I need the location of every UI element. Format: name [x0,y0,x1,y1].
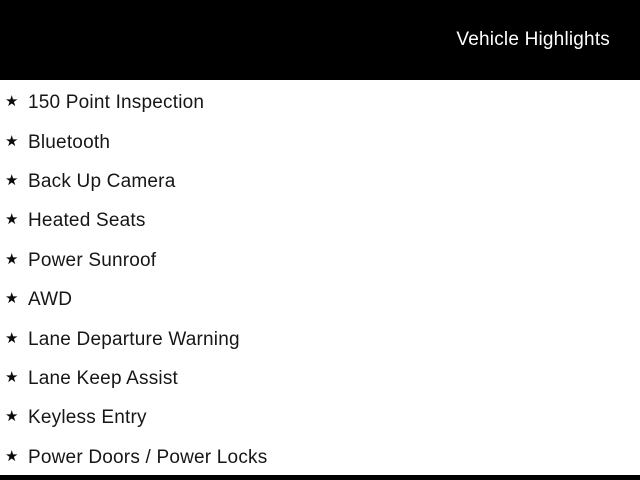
page-title: Vehicle Highlights [456,28,610,50]
list-item [5,122,640,161]
list-item-label: Keyless Entry [28,407,147,429]
star-icon: ★ [5,447,19,465]
list-item [5,438,640,477]
star-icon: ★ [5,408,19,426]
list-item [5,241,640,280]
list-item [5,162,640,201]
list-item-label: Lane Keep Assist [28,367,179,389]
list-item [5,359,640,398]
list-item-label: Lane Departure Warning [28,328,240,350]
list-item-label: Back Up Camera [28,170,176,192]
list-item-label: AWD [28,289,73,311]
list-item [5,83,640,122]
star-icon: ★ [5,250,19,268]
star-icon: ★ [5,290,19,308]
vehicle-highlights-list [0,80,640,477]
list-item [5,280,640,319]
footer-bar [0,475,640,480]
star-icon: ★ [5,211,19,229]
star-icon: ★ [5,132,19,150]
list-item [5,201,640,240]
list-item-label: 150 Point Inspection [28,92,205,114]
list-item-label: Bluetooth [28,131,111,153]
list-item [5,319,640,358]
header-bar [0,0,640,80]
star-icon: ★ [5,368,19,386]
star-icon: ★ [5,329,19,347]
list-item [5,398,640,437]
star-icon: ★ [5,93,19,111]
list-item-label: Power Doors / Power Locks [28,446,268,468]
list-item-label: Power Sunroof [28,249,157,271]
list-item-label: Heated Seats [28,210,146,232]
star-icon: ★ [5,171,19,189]
